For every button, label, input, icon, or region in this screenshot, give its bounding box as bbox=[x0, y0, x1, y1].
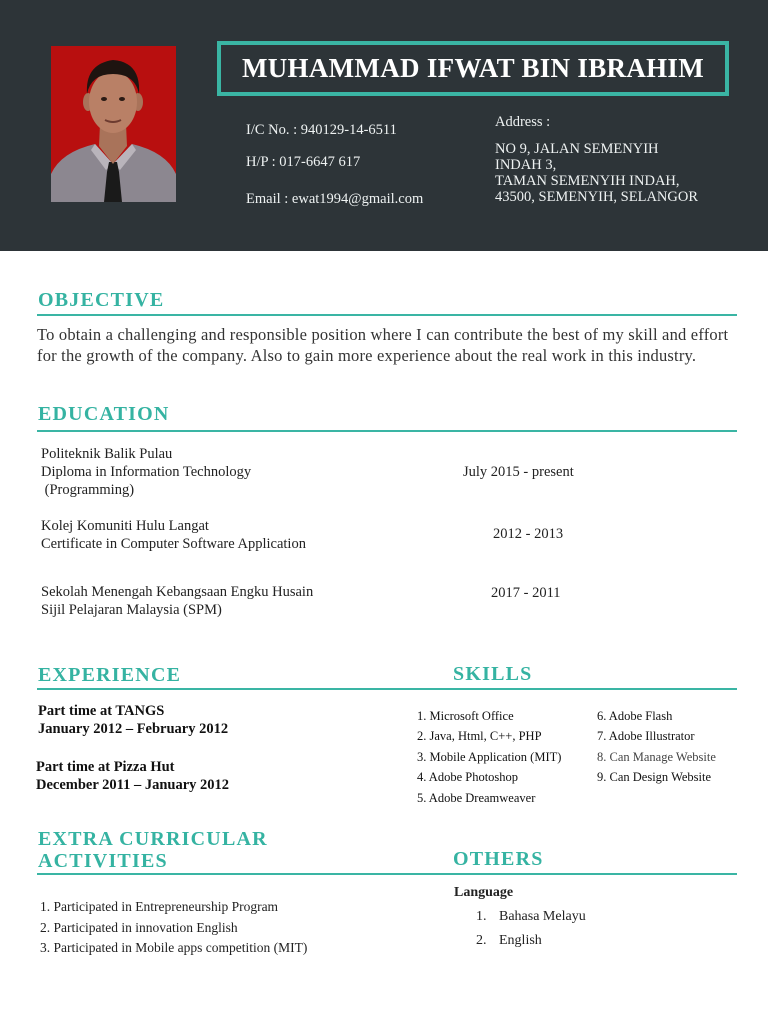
education-date: 2012 - 2013 bbox=[493, 526, 564, 542]
skill-item: 4. Adobe Photoshop bbox=[417, 770, 519, 784]
activity-item: 2. Participated in innovation English bbox=[40, 919, 238, 935]
others-heading: OTHERS bbox=[453, 848, 544, 870]
candidate-name: MUHAMMAD IFWAT BIN IBRAHIM bbox=[241, 53, 705, 83]
address-line: INDAH 3, bbox=[495, 157, 557, 173]
language-number: 2. bbox=[476, 933, 487, 948]
skills-heading: SKILLS bbox=[453, 663, 533, 685]
language-name: Bahasa Melayu bbox=[499, 909, 586, 924]
header-banner bbox=[0, 0, 768, 251]
language-label: Language bbox=[454, 885, 514, 900]
experience-role: Part time at Pizza Hut bbox=[36, 759, 175, 775]
education-date: July 2015 - present bbox=[463, 464, 574, 480]
profile-photo bbox=[51, 46, 176, 202]
skill-item: 7. Adobe Illustrator bbox=[597, 729, 695, 743]
institution-name: Kolej Komuniti Hulu Langat bbox=[41, 518, 209, 534]
qualification: Certificate in Computer Software Application bbox=[41, 536, 306, 552]
experience-role: Part time at TANGS bbox=[38, 703, 165, 719]
institution-name: Sekolah Menengah Kebangsaan Engku Husain bbox=[41, 584, 314, 600]
objective-text: To obtain a challenging and responsible position where I can contribute the best of my skill and effort for the growth of the company. Also to gain more experience about the real work in this industry. bbox=[37, 325, 729, 365]
qualification: Diploma in Information Technology bbox=[41, 464, 252, 480]
language-name: English bbox=[499, 933, 542, 948]
person-portrait-icon bbox=[51, 46, 176, 202]
skill-item: 3. Mobile Application (MIT) bbox=[417, 750, 562, 764]
address-block bbox=[495, 141, 698, 205]
address-line: NO 9, JALAN SEMENYIH bbox=[495, 141, 659, 157]
extra-curricular-list bbox=[40, 897, 307, 959]
activity-item: 1. Participated in Entrepreneurship Program bbox=[40, 899, 279, 914]
qualification-detail: (Programming) bbox=[41, 482, 135, 498]
skill-item: 2. Java, Html, C++, PHP bbox=[417, 729, 542, 743]
extra-curricular-heading-line: EXTRA CURRICULAR bbox=[38, 828, 268, 850]
education-date: 2017 - 2011 bbox=[491, 585, 561, 601]
address-line: 43500, SEMENYIH, SELANGOR bbox=[495, 189, 698, 205]
extra-curricular-heading bbox=[38, 828, 268, 872]
experience-heading: EXPERIENCE bbox=[38, 664, 182, 686]
skill-item: 6. Adobe Flash bbox=[597, 709, 673, 723]
address-line: TAMAN SEMENYIH INDAH, bbox=[495, 173, 680, 189]
experience-period: December 2011 – January 2012 bbox=[36, 777, 230, 793]
skill-item: 8. Can Manage Website bbox=[597, 750, 716, 764]
education-heading: EDUCATION bbox=[38, 403, 170, 425]
skill-item: 1. Microsoft Office bbox=[417, 709, 514, 723]
experience-period: January 2012 – February 2012 bbox=[38, 721, 229, 737]
email-address: Email : ewat1994@gmail.com bbox=[246, 191, 424, 207]
experience-item bbox=[36, 758, 229, 794]
experience-skills-divider bbox=[37, 688, 737, 690]
name-box bbox=[217, 41, 729, 96]
experience-item bbox=[38, 702, 228, 738]
phone-number: H/P : 017-6647 617 bbox=[246, 154, 361, 170]
education-entry bbox=[41, 517, 306, 553]
education-divider bbox=[37, 430, 737, 432]
objective-divider bbox=[37, 314, 737, 316]
education-entry bbox=[41, 445, 251, 499]
education-entry bbox=[41, 583, 313, 619]
extra-others-divider bbox=[37, 873, 737, 875]
language-number: 1. bbox=[476, 909, 487, 924]
extra-curricular-heading-line: ACTIVITIES bbox=[38, 850, 168, 872]
skill-item: 9. Can Design Website bbox=[597, 770, 712, 784]
objective-heading: OBJECTIVE bbox=[38, 289, 165, 311]
activity-item: 3. Participated in Mobile apps competition (MIT) bbox=[40, 940, 308, 955]
skill-item: 5. Adobe Dreamweaver bbox=[417, 791, 536, 805]
address-label: Address : bbox=[495, 114, 551, 130]
ic-number: I/C No. : 940129-14-6511 bbox=[246, 122, 397, 138]
institution-name: Politeknik Balik Pulau bbox=[41, 446, 173, 462]
qualification: Sijil Pelajaran Malaysia (SPM) bbox=[41, 602, 222, 618]
